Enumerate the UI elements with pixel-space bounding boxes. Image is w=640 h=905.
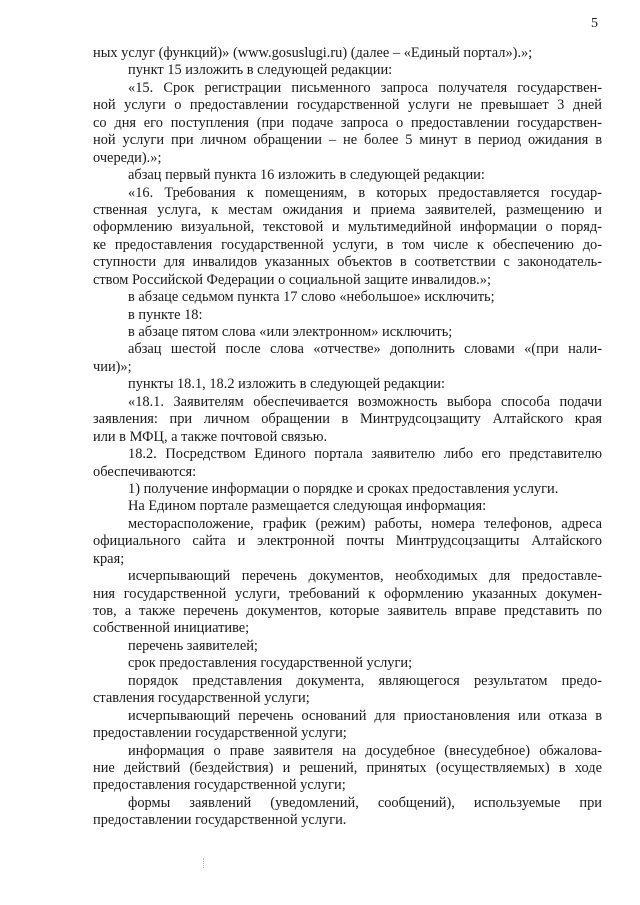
text-line: очереди).»; [93,149,162,166]
text-line: порядок представления документа, являющегося результатом предо- [128,672,602,689]
text-line: ние действий (бездействия) и решений, принятых (осуществляемых) в ходе [93,759,602,776]
text-line: в абзаце пятом слова «или электронном» исключить; [128,324,453,340]
text-line: пункт 15 изложить в следующей редакции: [128,62,393,79]
text-line: со дня его поступления (при подаче запроса о предоставлении государствен- [93,114,602,131]
text-line: или в МФЦ, а также почтовой связью. [93,428,328,445]
text-line: в абзаце седьмом пункта 17 слово «небольшое» исключить; [128,289,495,306]
text-line: предоставления государственной услуги; [93,777,346,794]
text-line: абзац первый пункта 16 изложить в следующей редакции: [128,167,485,184]
text-line: «15. Срок регистрации письменного запроса получателя государствен- [128,79,602,96]
text-line: информация о праве заявителя на досудебное (внесудебное) обжалова- [128,742,602,759]
text-line: 18.2. Посредством Единого портала заявителю либо его представителю [128,446,602,463]
text-line: ной услуги при личном обращении – не более 5 минут в период ожидания в [93,132,602,149]
text-line: исчерпывающий перечень документов, необходимых для предоставле- [128,568,602,585]
text-line: ступности для инвалидов указанных объектов в соответствии с законодатель- [93,254,602,271]
text-line: тов, а также перечень документов, которые заявитель вправе представить по [93,603,602,619]
text-line: ством Российской Федерации о социальной защите инвалидов.»; [93,271,491,288]
text-line: абзац шестой после слова «отчестве» дополнить словами «(при нали- [128,341,602,358]
text-line: ния государственной услуги, требований к оформлению указанных докумен- [93,585,602,602]
text-line: ных услуг (функций)» (www.gosuslugi.ru) (далее – «Единый портал»).»; [93,45,533,61]
document-body [93,45,602,830]
text-line: ставления государственной услуги; [93,690,310,707]
scan-artifact [203,858,206,868]
text-line: месторасположение, график (режим) работы, номера телефонов, адреса [128,515,602,532]
text-line: края; [93,550,125,567]
text-line: исчерпывающий перечень оснований для приостановления или отказа в [128,707,602,724]
text-line: ной услуги о предоставлении государственной услуги не превышает 3 дней [93,97,602,114]
text-line: чии)»; [93,358,132,375]
text-line: срок предоставления государственной услуги; [128,655,413,672]
text-line: обеспечиваются: [93,463,197,480]
text-line: собственной инициативе; [93,620,250,637]
text-line: На Едином портале размещается следующая информация: [128,498,487,515]
text-line: официального сайта и электронной почты Минтрудсоцзащиты Алтайского [93,533,602,550]
page-number: 5 [591,16,598,31]
text-line: «16. Требования к помещениям, в которых предоставляется государ- [128,184,602,201]
text-line: предоставлении государственной услуги. [93,812,347,829]
text-line: заявления: при личном обращении в Минтрудсоцзащиту Алтайского края [93,411,602,428]
text-line: формы заявлений (уведомлений, сообщений), используемые при [128,794,602,811]
text-line: пункты 18.1, 18.2 изложить в следующей редакции: [128,376,446,393]
text-line: ственная услуга, к местам ожидания и приема заявителей, размещению и [93,201,602,218]
text-line: предоставлении государственной услуги; [93,725,347,742]
text-line: оформлению визуальной, текстовой и мультимедийной информации о поряд- [93,219,602,236]
text-line: в пункте 18: [128,306,203,323]
text-line: «18.1. Заявителям обеспечивается возможность выбора способа подачи [128,393,602,410]
text-line: перечень заявителей; [128,637,258,654]
text-line: 1) получение информации о порядке и сроках предоставления услуги. [128,480,559,497]
text-line: ке предоставления государственной услуги, в том числе к обеспечению до- [93,236,602,253]
